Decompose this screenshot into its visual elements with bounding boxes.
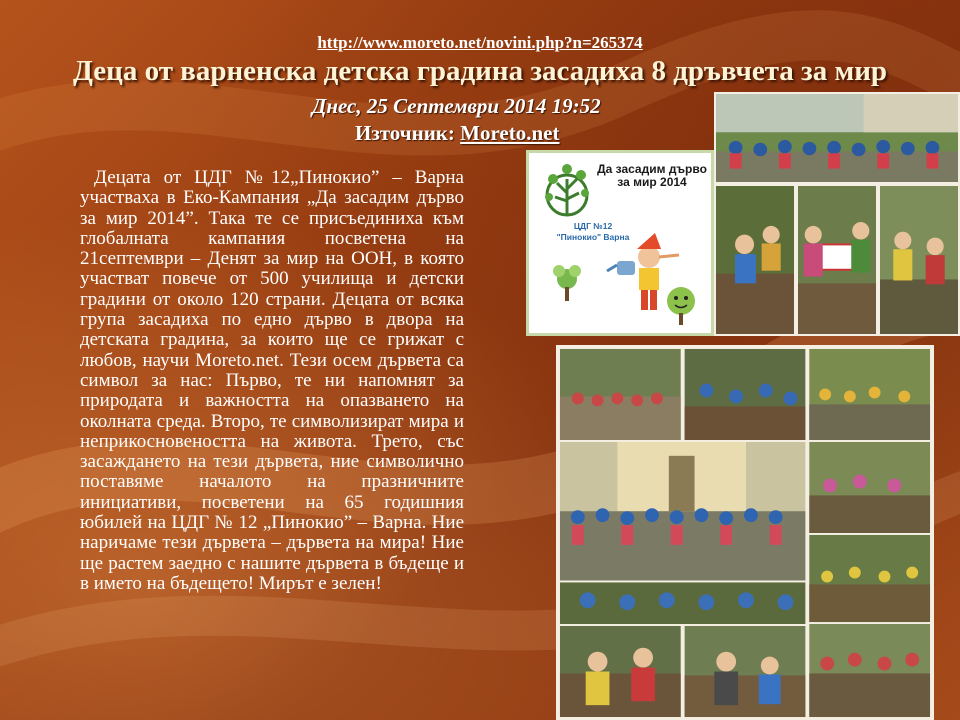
article-title: Деца от варненска детска градина засадиха 8 дръвчета за мир [72,55,888,87]
photo-planting-1 [714,184,796,336]
campaign-logo [526,150,714,336]
source-link[interactable]: Moreto.net [460,121,560,145]
photo-planting-3 [878,184,960,336]
source-label: Източник: [355,121,455,145]
photo-children-group-outdoor [714,92,960,184]
source-url[interactable]: http://www.moreto.net/novini.php?n=265374 [317,33,643,52]
logo-heading: Да засадим дърво за мир 2014 [597,162,707,189]
publish-date: Днес, 25 Септември 2014 19:52 [312,94,601,118]
logo-school-name: ЦДГ №12 "Пинокио" Варна [556,221,630,242]
photo-planting-2 [796,184,878,336]
article-body: Децата от ЦДГ №12„Пинокио” – Варна участваха в Еко-Кампания „Да засадим дърво за мир 2014”. Така те се присъединиха към глобалната кампания посветена на 21септември – Денят за мир на ООН, в която участват повече от 500 училища и детски градини от около 120 страни. Децата от всяка група засадиха по едно дърво в двора на детската градина, за които ще се грижат с любов, научи Moreto.net. Тези осем дървета са символ за нас: Първо, те ни напомнят за природата и важността на опазването на околната среда. Второ, те символизират мира и неприкосновеността на живота. Трето, със засаждането на тези дървета, ние символично поставяме началото на празничните инициативи, посветени на 65 годишния юбилей на ЦДГ № 12 „Пинокио” – Варна. Ние наричаме тези дървета – дървета на мира! Ние ще растем заедно с нашите дървета в бъдеще и в името на бъдещето! Мирът е зелен! [80,167,464,594]
photo-collage-lower [556,345,934,720]
source-line [355,121,695,146]
